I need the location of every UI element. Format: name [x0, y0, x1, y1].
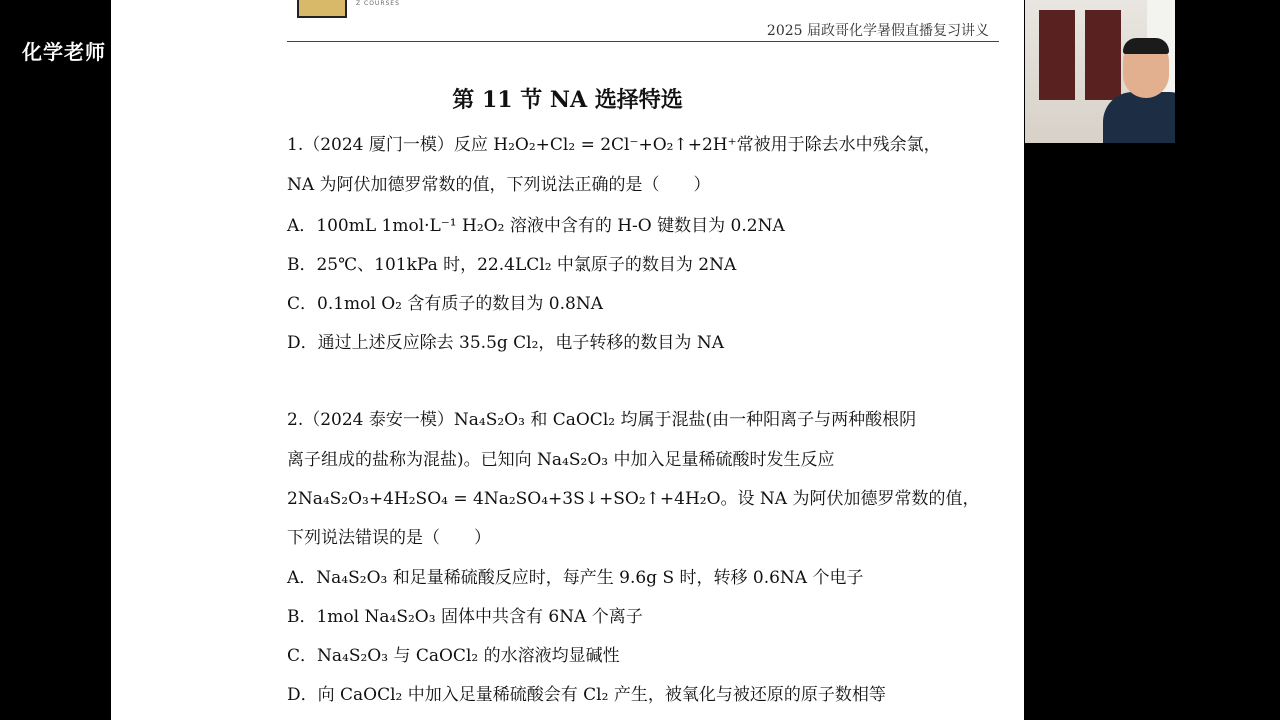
- q1-stem-line-1: 1.（2024 厦门一模）反应 H₂O₂+Cl₂ = 2Cl⁻+O₂↑+2H⁺常被用于除去水中残余氯，: [287, 135, 941, 155]
- q2-option-c: C．Na₄S₂O₃ 与 CaOCl₂ 的水溶液均显碱性: [287, 646, 620, 666]
- q2-option-d: D．向 CaOCl₂ 中加入足量稀硫酸会有 Cl₂ 产生，被氧化与被还原的原子数相等: [287, 685, 886, 705]
- presenter-hair: [1123, 38, 1169, 54]
- q2-stem-line-4: 下列说法错误的是（ ）: [287, 528, 491, 548]
- page-header: 2025 届政哥化学暑假直播复习讲义: [766, 23, 989, 39]
- q2-stem-line-2: 离子组成的盐称为混盐)。已知向 Na₄S₂O₃ 中加入足量稀硫酸时发生反应: [287, 450, 835, 470]
- channel-watermark: 化学老师: [22, 40, 106, 64]
- q2-stem-line-3: 2Na₄S₂O₃+4H₂SO₄ = 4Na₂SO₄+3S↓+SO₂↑+4H₂O。设 NA 为阿伏加德罗常数的值，: [287, 489, 980, 509]
- q1-option-b: B．25℃、101kPa 时，22.4LCl₂ 中氯原子的数目为 2NA: [287, 255, 737, 275]
- q2-stem-line-1: 2.（2024 泰安一模）Na₄S₂O₃ 和 CaOCl₂ 均属于混盐(由一种阳离子与两种酸根阴: [287, 410, 917, 430]
- q1-option-c: C．0.1mol O₂ 含有质子的数目为 0.8NA: [287, 294, 603, 314]
- presenter-body: [1103, 92, 1175, 143]
- section-title: 第 11 节 NA 选择特选: [452, 87, 683, 113]
- logo-caption: Z COURSES: [356, 0, 400, 7]
- q1-stem-line-2: NA 为阿伏加德罗常数的值，下列说法正确的是（ ）: [287, 175, 711, 195]
- webcam-door-left: [1039, 10, 1075, 100]
- q1-option-a: A．100mL 1mol·L⁻¹ H₂O₂ 溶液中含有的 H-O 键数目为 0.2NA: [287, 216, 785, 236]
- course-logo-icon: [297, 0, 347, 18]
- document-page: [111, 0, 1024, 720]
- header-divider: [287, 41, 999, 42]
- webcam-feed: [1025, 0, 1175, 143]
- q1-option-d: D．通过上述反应除去 35.5g Cl₂，电子转移的数目为 NA: [287, 333, 724, 353]
- q2-option-a: A．Na₄S₂O₃ 和足量稀硫酸反应时，每产生 9.6g S 时，转移 0.6NA 个电子: [287, 568, 864, 588]
- bilibili-logo: bilibili: [203, 30, 286, 60]
- webcam-door-right: [1085, 10, 1121, 100]
- q2-option-b: B．1mol Na₄S₂O₃ 固体中共含有 6NA 个离子: [287, 607, 643, 627]
